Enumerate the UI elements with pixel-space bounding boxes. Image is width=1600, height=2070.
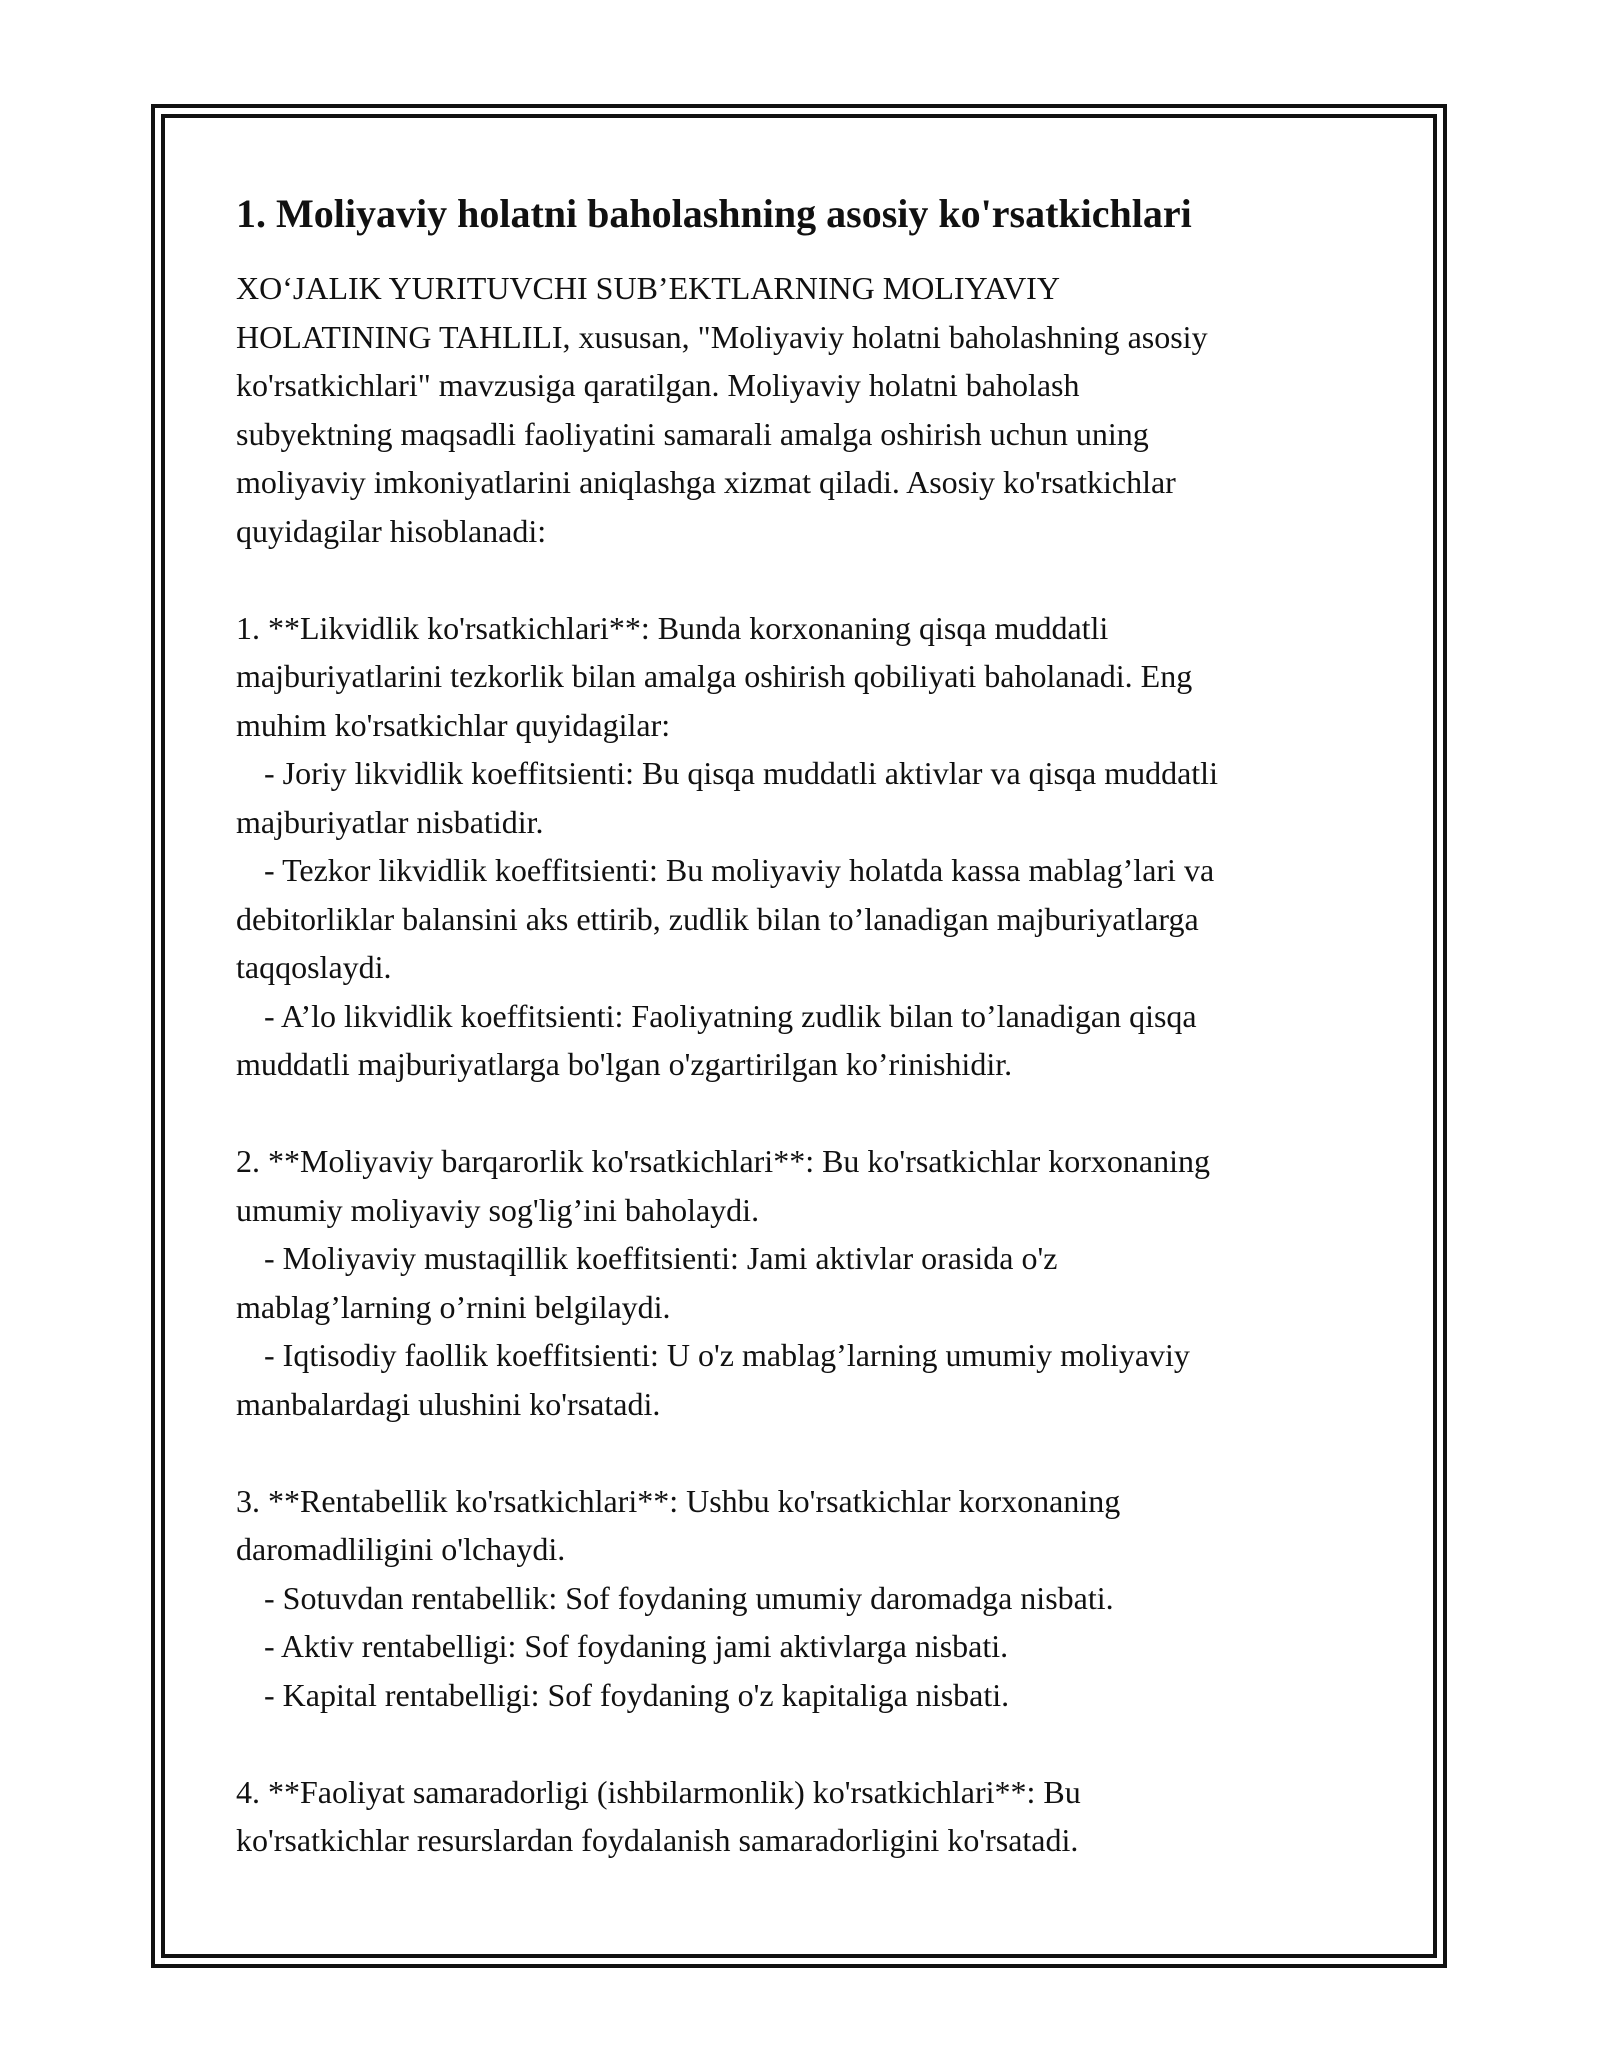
section-financial-stability <box>236 1137 1366 1428</box>
section-heading-line: 3. **Rentabellik ko'rsatkichlari**: Ushbu ko'rsatkichlar korxonaning <box>236 1482 1121 1519</box>
bullet-item: - Tezkor likvidlik koeffitsienti: Bu moliyaviy holatda kassa mablag’lari va <box>264 852 1215 888</box>
bullet-item: - Joriy likvidlik koeffitsienti: Bu qisqa muddatli aktivlar va qisqa muddatli <box>264 755 1218 791</box>
paragraph-gap <box>236 1428 1366 1477</box>
text-line: manbalardagi ulushini ko'rsatadi. <box>236 1385 661 1422</box>
text-line: majburiyatlar nisbatidir. <box>236 803 544 840</box>
text-line: majburiyatlarini tezkorlik bilan amalga oshirish qobiliyati baholanadi. Eng <box>236 658 1193 694</box>
text-line: HOLATINING TAHLILI, xususan, "Moliyaviy holatni baholashning asosiy <box>236 318 1208 355</box>
paragraph-gap <box>236 1719 1366 1768</box>
text-line: muddatli majburiyatlarga bo'lgan o'zgartirilgan ko’rinishidir. <box>236 1046 1013 1082</box>
bullet-item: - A’lo likvidlik koeffitsienti: Faoliyatning zudlik bilan to’lanadigan qisqa <box>264 997 1197 1034</box>
bullet-item: - Moliyaviy mustaqillik koeffitsienti: Jami aktivlar orasida o'z <box>264 1240 1058 1276</box>
paragraph-gap <box>236 555 1366 604</box>
bullet-item: - Kapital rentabelligi: Sof foydaning o'z kapitaliga nisbati. <box>264 1676 1010 1713</box>
section-heading-line: 1. **Likvidlik ko'rsatkichlari**: Bunda korxonaning qisqa muddatli <box>236 609 1109 646</box>
bullet-item: - Aktiv rentabelligi: Sof foydaning jami aktivlarga nisbati. <box>264 1628 1009 1664</box>
section-liquidity <box>236 604 1366 1089</box>
text-line: muhim ko'rsatkichlar quyidagilar: <box>236 706 671 743</box>
text-line: taqqoslaydi. <box>236 949 392 985</box>
text-line: ko'rsatkichlari" mavzusiga qaratilgan. Moliyaviy holatni baholash <box>236 367 1080 403</box>
text-line: subyektning maqsadli faoliyatini samarali amalga oshirish uchun uning <box>236 415 1149 452</box>
section-business-activity <box>236 1768 1366 1865</box>
paragraph-gap <box>236 1089 1366 1138</box>
text-line: moliyaviy imkoniyatlarini aniqlashga xizmat qiladi. Asosiy ko'rsatkichlar <box>236 464 1176 500</box>
section-heading-line: 4. **Faoliyat samaradorligi (ishbilarmonlik) ko'rsatkichlari**: Bu <box>236 1773 1081 1810</box>
text-line: daromadliligini o'lchaydi. <box>236 1531 566 1567</box>
intro-paragraph <box>236 264 1366 555</box>
text-line: debitorliklar balansini aks ettirib, zudlik bilan to’lanadigan majburiyatlarga <box>236 900 1199 937</box>
text-line: mablag’larning o’rnini belgilaydi. <box>236 1288 671 1325</box>
text-line: quyidagilar hisoblanadi: <box>236 512 547 549</box>
text-line: umumiy moliyaviy sog'lig’ini baholaydi. <box>236 1191 760 1228</box>
section-profitability <box>236 1477 1366 1720</box>
section-heading-line: 2. **Moliyaviy barqarorlik ko'rsatkichlari**: Bu ko'rsatkichlar korxonaning <box>236 1143 1210 1179</box>
document-body <box>236 186 1366 1865</box>
bullet-item: - Iqtisodiy faollik koeffitsienti: U o'z mablag’larning umumiy moliyaviy <box>264 1337 1190 1373</box>
bullet-item: - Sotuvdan rentabellik: Sof foydaning umumiy daromadga nisbati. <box>264 1579 1114 1616</box>
text-line: XO‘JALIK YURITUVCHI SUB’EKTLARNING MOLIYAVIY <box>236 270 1060 306</box>
text-line: ko'rsatkichlar resurslardan foydalanish samaradorligini ko'rsatadi. <box>236 1822 1079 1858</box>
document-title: 1. Moliyaviy holatni baholashning asosiy ko'rsatkichlari <box>236 191 1192 236</box>
